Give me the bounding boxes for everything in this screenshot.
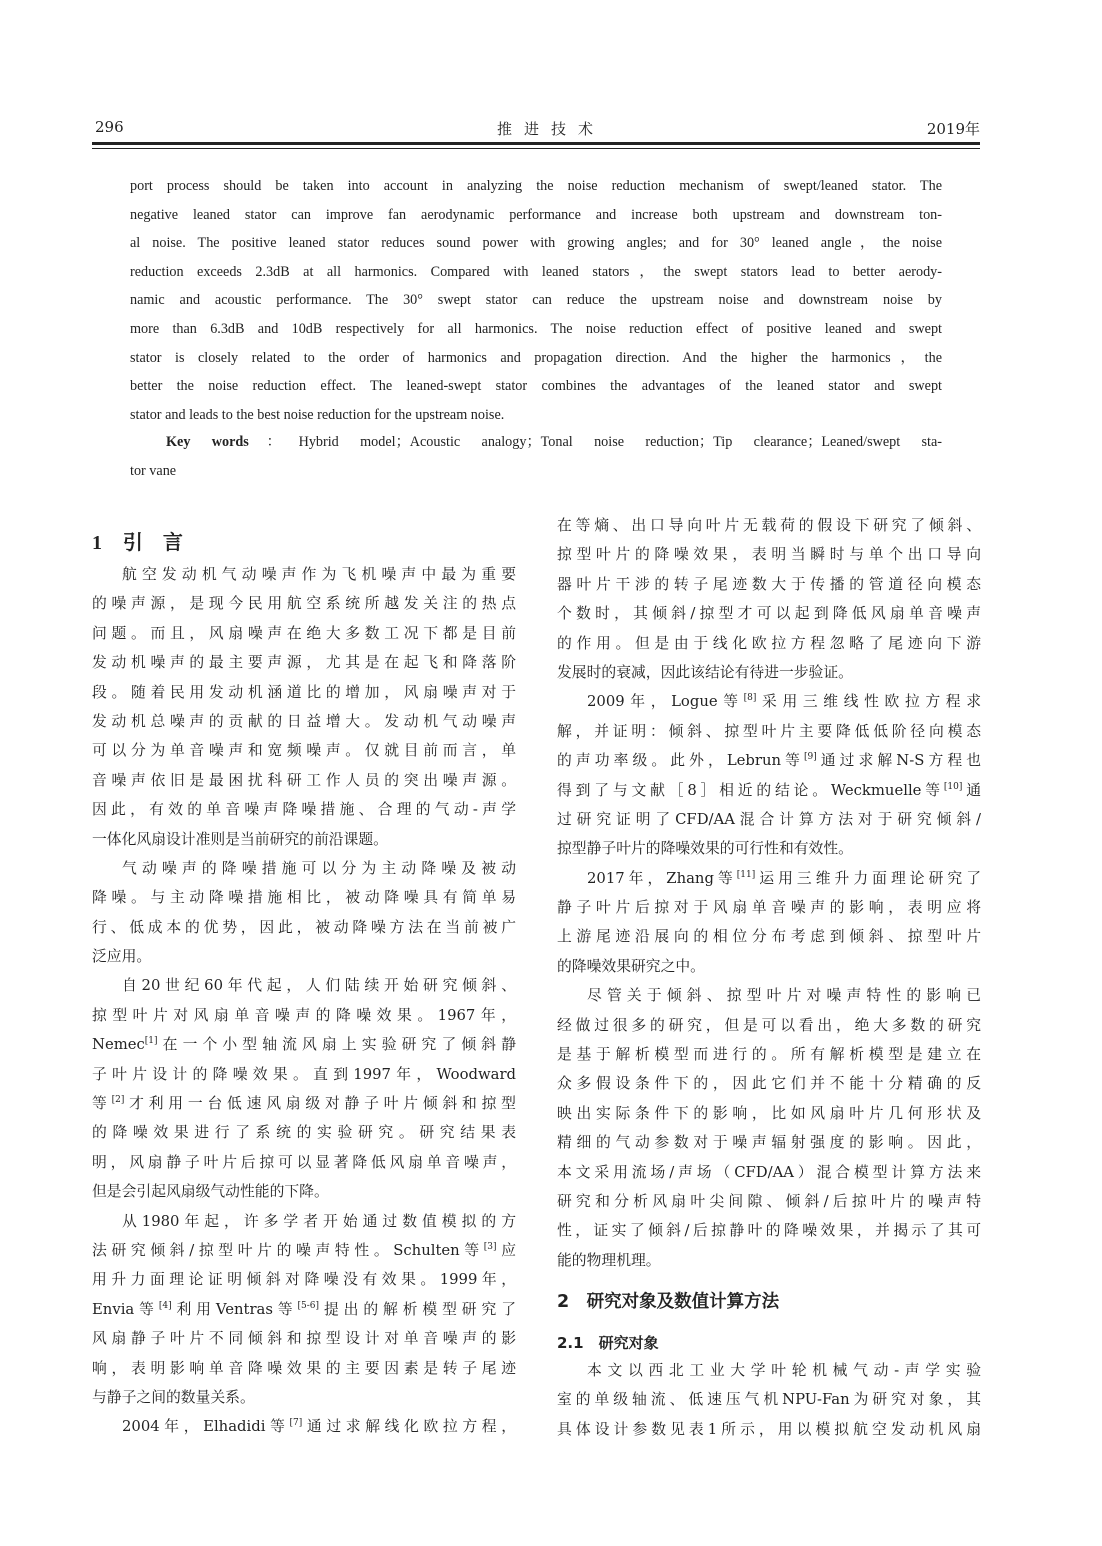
body-line: 2004年，Elhadidi等[7]通过求解线化欧拉方程，	[122, 1418, 516, 1436]
body-line: 的作用。但是由于线化欧拉方程忽略了尾迹向下游	[557, 634, 981, 652]
body-line: 自20世纪60年代起，人们陆续开始研究倾斜、	[122, 977, 516, 995]
body-line: 得到了与文献［8］相近的结论。Weckmuelle等[10]通	[557, 781, 981, 799]
body-line: 本文以西北工业大学叶轮机械气动-声学实验	[587, 1362, 981, 1379]
abstract-line: namic and acoustic performance. The 30° swept stator can reduce the upstream noise and downstream noise by	[130, 292, 942, 309]
citation-ref: [2]	[111, 1095, 125, 1106]
body-line: 精细的气动参数对于噪声辐射强度的影响。因此，	[557, 1134, 981, 1152]
keywords-text: ：Hybrid model；Acoustic analogy；Tonal noise reduction；Tip clearance；Leaned/swept sta-	[248, 434, 942, 450]
body-line: 个数时，其倾斜/掠型才可以起到降低风扇单音噪声	[557, 605, 981, 623]
citation-ref: [8]	[743, 693, 757, 704]
abstract-line: al noise. The positive leaned stator reduces sound power with growing angles; and for 30° leaned angle，the noise	[130, 235, 942, 252]
body-line: 法研究倾斜/掠型叶片的噪声特性。Schulten等[3]应	[92, 1241, 516, 1259]
citation-ref: [1]	[144, 1036, 158, 1047]
body-line: 性，证实了倾斜/后掠静叶的降噪效果，并揭示了其可	[557, 1222, 981, 1240]
section-number: 1	[92, 532, 102, 554]
body-line: 降噪。与主动降噪措施相比，被动降噪具有简单易	[92, 889, 516, 907]
body-line: 发动机总噪声的贡献的日益增大。发动机气动噪声	[92, 712, 516, 730]
body-line: 映出实际条件下的影响，比如风扇叶片几何形状及	[557, 1104, 981, 1122]
citation-ref: [5-6]	[297, 1300, 320, 1311]
body-line: 的噪声源，是现今民用航空系统所越发关注的热点	[92, 595, 516, 613]
body-line: 具体设计参数见表1所示，用以模拟航空发动机风扇	[557, 1420, 981, 1438]
body-line: 2009年，Logue等[8]采用三维线性欧拉方程求	[587, 693, 981, 711]
right-column	[557, 511, 981, 1275]
body-line: 泛应用。	[92, 948, 152, 966]
citation-ref: [10]	[943, 781, 963, 792]
citation-ref: [11]	[736, 869, 756, 880]
header-rule	[92, 142, 980, 145]
abstract-line: stator and leads to the best noise reduction for the upstream noise.	[130, 406, 505, 423]
abstract-line: more than 6.3dB and 10dB respectively for all harmonics. The noise reduction effect of positive leaned and swept	[130, 320, 942, 337]
body-line: 掠型叶片的降噪效果，表明当瞬时与单个出口导向	[557, 546, 981, 564]
body-line: 是基于解析模型而进行的。所有解析模型是建立在	[557, 1046, 981, 1064]
left-column	[92, 560, 516, 1442]
body-line: 的降噪效果研究之中。	[557, 957, 705, 975]
body-line: 因此，有效的单音噪声降噪措施、合理的气动-声学	[92, 801, 516, 819]
body-line: 明，风扇静子叶片后掠可以显著降低风扇单音噪声，	[92, 1153, 516, 1171]
body-line: 静子叶片后掠对于风扇单音噪声的影响，表明应将	[557, 899, 981, 917]
body-line: 一体化风扇设计准则是当前研究的前沿课题。	[92, 830, 388, 848]
year: 2019年	[926, 120, 980, 138]
body-line: 众多假设条件下的，因此它们并不能十分精确的反	[557, 1075, 981, 1093]
body-line: 尽管关于倾斜、掠型叶片对噪声特性的影响已	[587, 987, 981, 1005]
body-line: 掠型叶片对风扇单音噪声的降噪效果。1967年，	[92, 1006, 516, 1024]
body-line: 子叶片设计的降噪效果。直到1997年，Woodward	[92, 1065, 516, 1083]
body-line: 在等熵、出口导向叶片无载荷的假设下研究了倾斜、	[557, 517, 981, 534]
body-line: 问题。而且，风扇噪声在绝大多数工况下都是目前	[92, 624, 516, 642]
subsection-heading-research-object: 2.1 研究对象	[557, 1334, 659, 1352]
body-line: 掠型静子叶片的降噪效果的可行性和有效性。	[557, 840, 853, 858]
section-heading-methods: 2 研究对象及数值计算方法	[557, 1292, 780, 1312]
body-line: 与静子之间的数量关系。	[92, 1388, 255, 1406]
page-number: 296	[95, 118, 124, 136]
body-line: 行、低成本的优势，因此，被动降噪方法在当前被广	[92, 918, 516, 936]
body-line: 过研究证明了CFD/AA混合计算方法对于研究倾斜/	[557, 810, 981, 828]
body-line: 风扇静子叶片不同倾斜和掠型设计对单音噪声的影	[92, 1330, 516, 1348]
section-title: 引 言	[122, 530, 183, 554]
abstract-body	[130, 172, 942, 429]
body-line: 气动噪声的降噪措施可以分为主动降噪及被动	[122, 859, 516, 877]
body-line: 发动机噪声的最主要声源，尤其是在起飞和降落阶	[92, 654, 516, 672]
body-line: 响，表明影响单音降噪效果的主要因素是转子尾迹	[92, 1359, 516, 1377]
right-column-tail	[557, 1356, 981, 1444]
body-line: 等[2]才利用一台低速风扇级对静子叶片倾斜和掠型	[92, 1095, 516, 1113]
body-line: 从1980年起，许多学者开始通过数值模拟的方	[122, 1212, 516, 1230]
citation-ref: [4]	[158, 1300, 172, 1311]
abstract-line: port process should be taken into account in analyzing the noise reduction mechanism of swept/leaned stator. The	[130, 178, 942, 194]
body-line: Nemec[1]在一个小型轴流风扇上实验研究了倾斜静	[92, 1036, 516, 1054]
body-line: Envia等[4]利用Ventras等[5-6]提出的解析模型研究了	[92, 1300, 516, 1318]
body-line: 段。随着民用发动机涵道比的增加，风扇噪声对于	[92, 683, 516, 701]
body-line: 室的单级轴流、低速压气机NPU-Fan为研究对象，其	[557, 1391, 981, 1409]
body-line: 音噪声依旧是最困扰科研工作人员的突出噪声源。	[92, 771, 516, 789]
body-line: 解，并证明：倾斜、掠型叶片主要降低低阶径向模态	[557, 722, 981, 740]
keywords	[130, 428, 942, 485]
body-line: 发展时的衰减，因此该结论有待进一步验证。	[557, 663, 853, 681]
citation-ref: [9]	[803, 752, 817, 763]
body-line: 上游尾迹沿展向的相位分布考虑到倾斜、掠型叶片	[557, 928, 981, 946]
abstract-line: reduction exceeds 2.3dB at all harmonics. Compared with leaned stators，the swept stators lead to better aerody-	[130, 263, 942, 280]
body-line: 航空发动机气动噪声作为飞机噪声中最为重要	[122, 566, 516, 583]
body-line: 可以分为单音噪声和宽频噪声。仅就目前而言，单	[92, 742, 516, 760]
abstract-line: negative leaned stator can improve fan aerodynamic performance and increase both upstream and downstream ton-	[130, 206, 942, 223]
header-rule-thin	[92, 148, 980, 149]
body-line: 2017年，Zhang等[11]运用三维升力面理论研究了	[587, 869, 981, 887]
abstract-line: better the noise reduction effect. The leaned-swept stator combines the advantages of the leaned stator and swept	[130, 378, 942, 395]
body-line: 研究和分析风扇叶尖间隙、倾斜/后掠叶片的噪声特	[557, 1192, 981, 1210]
body-line: 器叶片干涉的转子尾迹数大于传播的管道径向模态	[557, 575, 981, 593]
body-line: 但是会引起风扇级气动性能的下降。	[92, 1183, 329, 1201]
keywords-label: Key words	[166, 434, 249, 450]
abstract-line: stator is closely related to the order of harmonics and propagation direction. And the higher the harmonics，the	[130, 349, 942, 366]
body-line: 用升力面理论证明倾斜对降噪没有效果。1999年，	[92, 1271, 516, 1289]
body-line: 的声功率级。此外，Lebrun等[9]通过求解N-S方程也	[557, 752, 981, 770]
keywords-text-cont: tor vane	[130, 462, 177, 479]
body-line: 的降噪效果进行了系统的实验研究。研究结果表	[92, 1124, 516, 1142]
citation-ref: [7]	[289, 1418, 303, 1429]
body-line: 本文采用流场/声场（CFD/AA）混合模型计算方法来	[557, 1163, 981, 1181]
journal-name: 推进技术	[496, 120, 605, 138]
body-line: 能的物理机理。	[557, 1251, 661, 1269]
section-heading-introduction	[92, 526, 183, 555]
body-line: 经做过很多的研究，但是可以看出，绝大多数的研究	[557, 1016, 981, 1034]
citation-ref: [3]	[483, 1241, 497, 1252]
